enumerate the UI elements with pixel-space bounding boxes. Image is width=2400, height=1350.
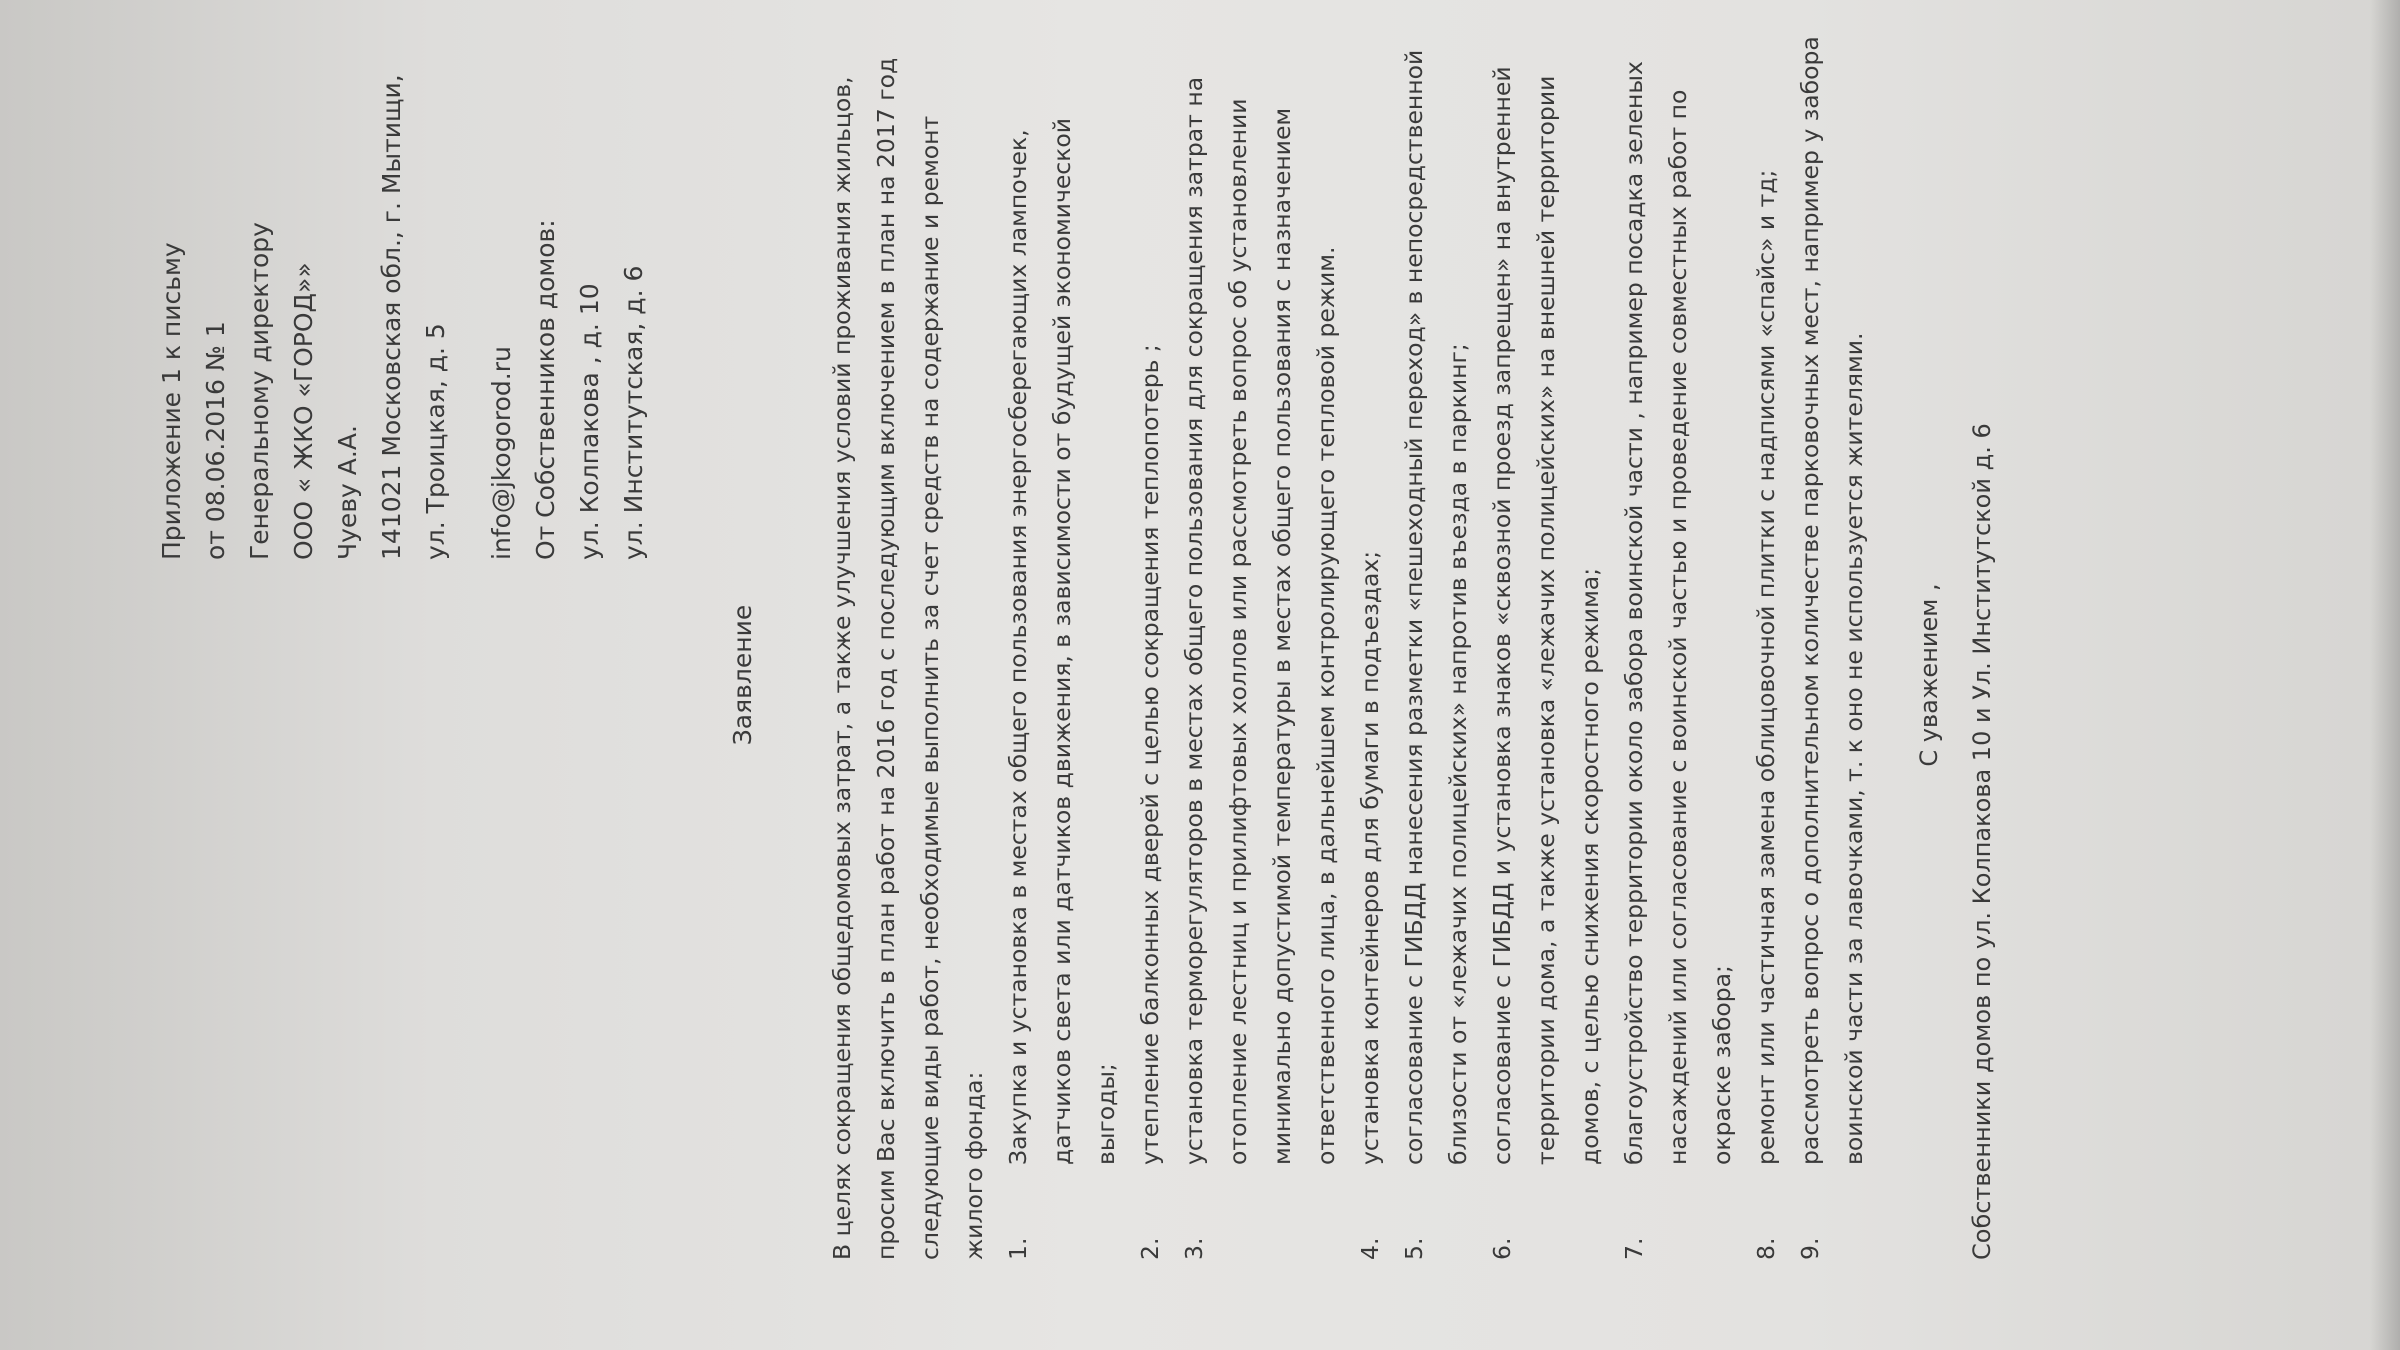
- signature-line: Собственники домов по ул. Колпакова 10 и Ул. Институтской д. 6: [1968, 423, 1996, 1260]
- item-number: 7.: [1620, 1237, 1648, 1260]
- header-line: ул. Троицкая, д. 5: [421, 323, 450, 560]
- list-item: [1480, 30, 1612, 1260]
- item-text: утепление балконных дверей с целью сокращения теплопотерь ;: [1136, 344, 1164, 1165]
- list-item: [1788, 30, 1876, 1260]
- item-number: 8.: [1752, 1237, 1780, 1260]
- item-number: 4.: [1356, 1237, 1384, 1260]
- list-item: [1128, 30, 1172, 1260]
- request-list: [996, 30, 1876, 1260]
- header-line: 141021 Московская обл., г. Мытищи,: [377, 74, 406, 560]
- photo-edge-shadow: [2370, 0, 2400, 1350]
- email-address: info@jkogorod.ru: [487, 346, 516, 560]
- list-item: [1744, 30, 1788, 1260]
- list-item: [1172, 30, 1348, 1260]
- header-line: Чуеву А.А.: [333, 425, 362, 560]
- header-line: Приложение 1 к письму: [157, 242, 186, 560]
- item-number: 1.: [1004, 1237, 1032, 1260]
- item-text: согласование с ГИБДД нанесения разметки «пешеходный переход» в непосредственной близости от «лежачих полицейских» напротив въезда в паркинг;: [1400, 49, 1472, 1165]
- item-text: рассмотреть вопрос о дополнительном количестве парковочных мест, например у забора воинской части за лавочками, т. к оно не используется жителями.: [1796, 36, 1868, 1165]
- header-line: Генеральному директору: [245, 222, 274, 560]
- list-item: [996, 30, 1128, 1260]
- header-line: ООО « ЖКО «ГОРОД»»: [289, 262, 318, 560]
- list-item: [1392, 30, 1480, 1260]
- item-text: Закупка и установка в местах общего пользования энергосберегающих лампочек, датчиков света или датчиков движения, в зависимости от будущей экономической выгоды;: [1004, 117, 1120, 1165]
- item-text: установка контейнеров для бумаги в подъездах;: [1356, 550, 1384, 1165]
- item-text: ремонт или частичная замена облицовочной плитки с надписями «спайс» и тд;: [1752, 169, 1780, 1165]
- item-number: 5.: [1400, 1237, 1428, 1260]
- letter-body: [820, 30, 1876, 1260]
- sender-line: От Собственников домов:: [531, 219, 560, 560]
- sender-line: ул. Колпакова , д. 10: [575, 283, 604, 560]
- closing-salutation: С уважением ,: [1915, 583, 1943, 767]
- item-number: 3.: [1180, 1237, 1208, 1260]
- list-item: [1612, 30, 1744, 1260]
- item-number: 6.: [1488, 1237, 1516, 1260]
- item-text: установка терморегуляторов в местах общего пользования для сокращения затрат на отопление лестниц и прилифтовых холлов или рассмотреть вопрос об установлении минимально допустимой температуры в местах общего пользования с назначением ответственного лица, в дальнейшем контролирующего тепловой режим.: [1180, 76, 1340, 1165]
- list-item: [1348, 30, 1392, 1260]
- header-line: от 08.06.2016 № 1: [201, 321, 230, 560]
- sender-line: ул. Институтская, д. 6: [619, 265, 648, 560]
- intro-paragraph: В целях сокращения общедомовых затрат, а также улучшения условий проживания жильцов, просим Вас включить в план работ на 2016 год с последующим включением в план на 2017 год следующие виды работ, необходимые выполнить за счет средств на содержание и ремонт жилого фонда:: [828, 57, 988, 1260]
- addressee-block: [150, 0, 656, 560]
- item-number: 9.: [1796, 1237, 1824, 1260]
- item-number: 2.: [1136, 1237, 1164, 1260]
- document-title: Заявление: [728, 604, 757, 746]
- item-text: благоустройство территории около забора воинской части , например посадка зеленых насаждений или согласование с воинской частью и проведение совместных работ по окраске забора;: [1620, 61, 1736, 1165]
- item-text: согласование с ГИБДД и установка знаков «сквозной проезд запрещен» на внутренней территории дома, а также установка «лежачих полицейских» на внешней территории домов, с целью снижения скоростного режима;: [1488, 66, 1604, 1165]
